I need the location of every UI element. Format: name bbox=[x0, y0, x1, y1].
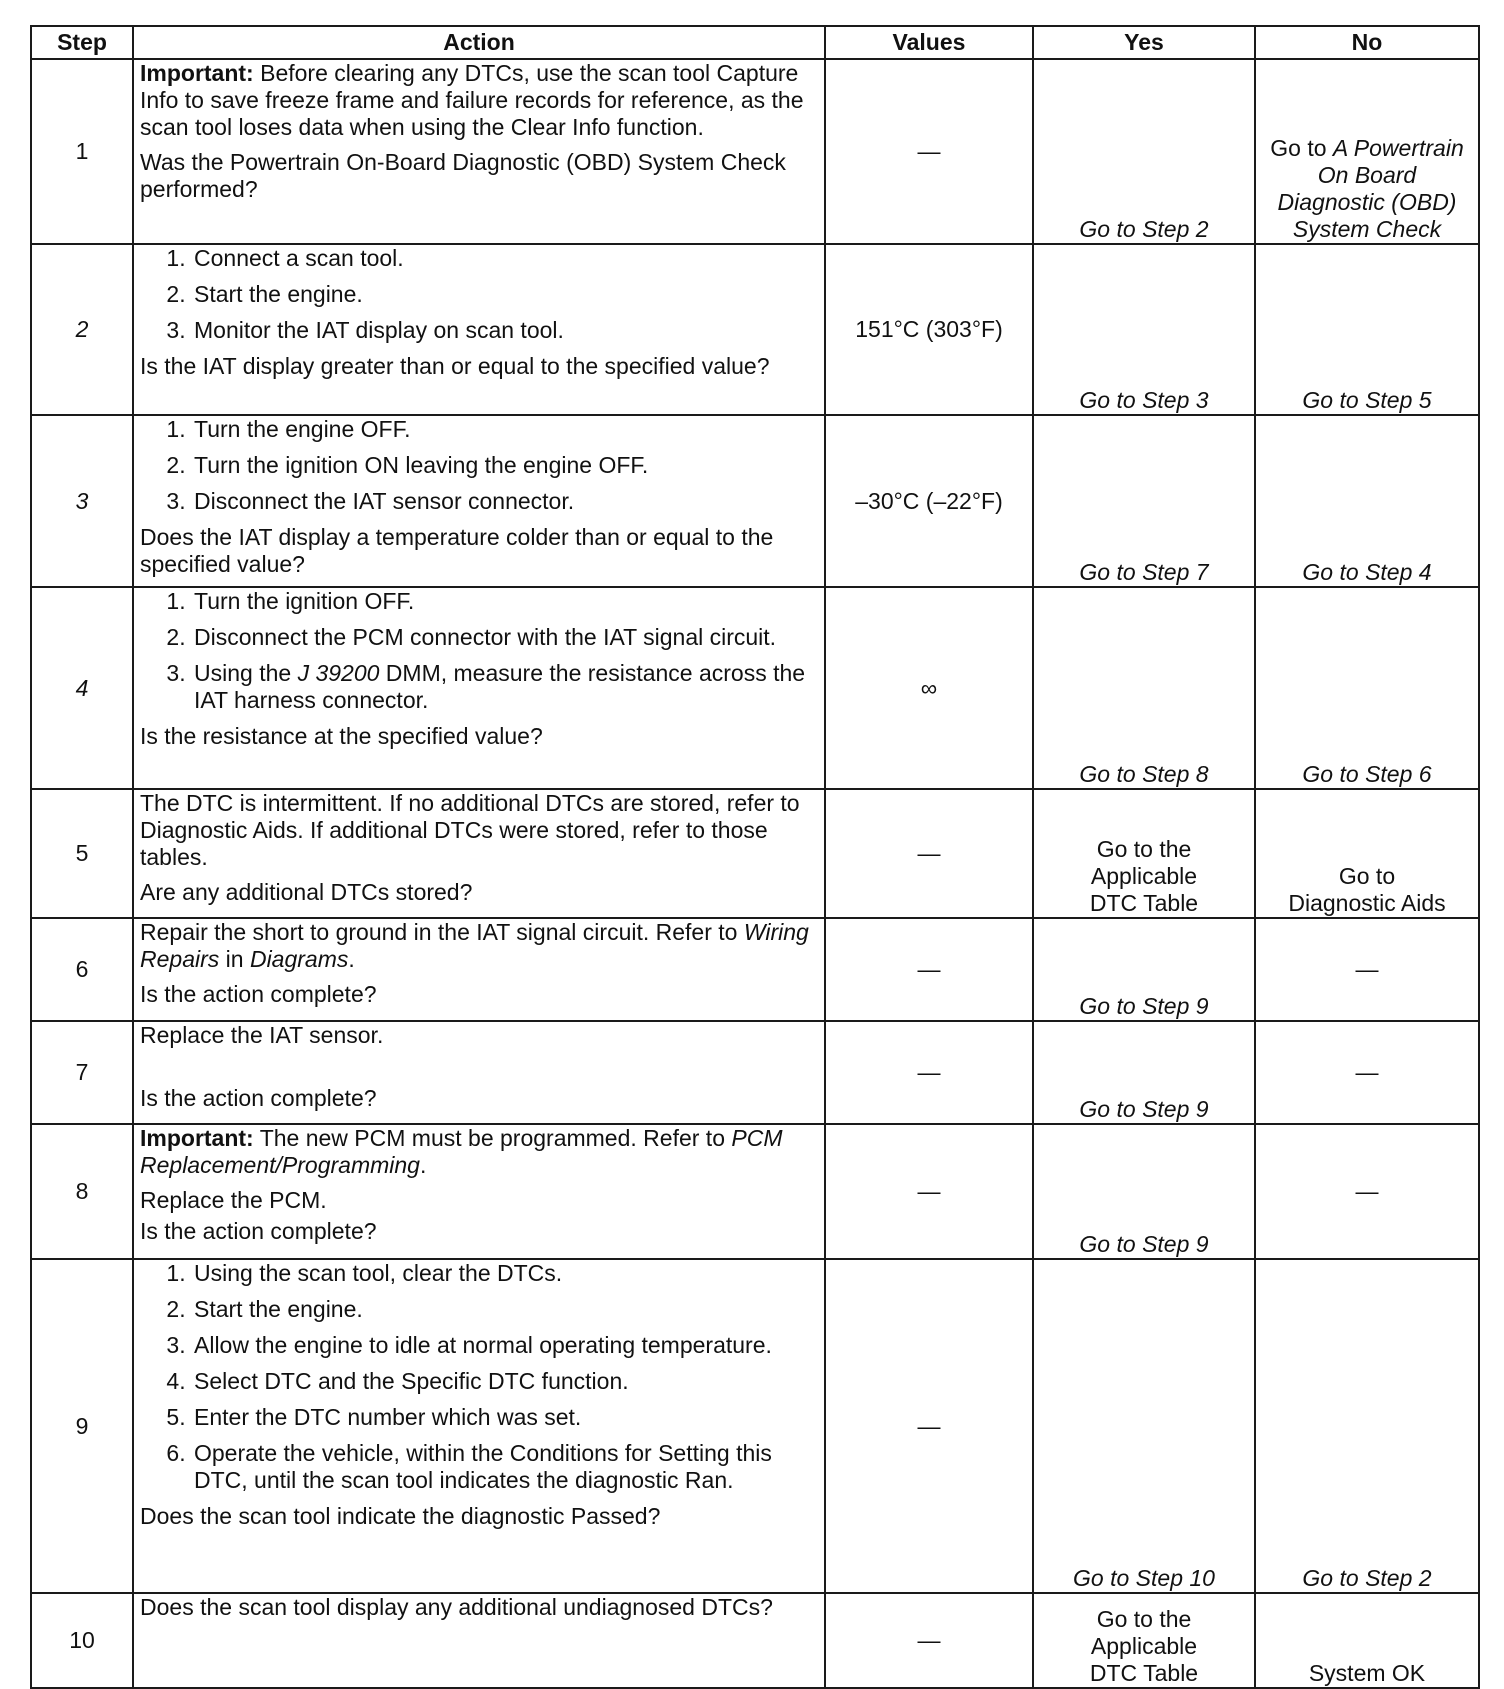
no-line: Diagnostic Aids bbox=[1288, 890, 1446, 916]
value-cell: — bbox=[825, 1124, 1033, 1259]
table-row bbox=[31, 1259, 1479, 1593]
action-step: 1. Connect a scan tool. bbox=[192, 245, 818, 272]
no-cell: System OK bbox=[1255, 1593, 1479, 1688]
value-cell: –30°C (–22°F) bbox=[825, 415, 1033, 587]
value-cell: — bbox=[825, 789, 1033, 918]
header-row bbox=[31, 26, 1479, 59]
action-step: 1. Turn the engine OFF. bbox=[192, 416, 818, 443]
action-steps bbox=[140, 245, 818, 344]
action-step: 3. Monitor the IAT display on scan tool. bbox=[192, 317, 818, 344]
diagrams-link[interactable]: Diagrams bbox=[249, 946, 349, 972]
action-text: Repair the short to ground in the IAT signal circuit. Refer to bbox=[140, 919, 744, 945]
no-cell: Go to Step 5 bbox=[1255, 244, 1479, 415]
value-cell: — bbox=[825, 1021, 1033, 1124]
table-row bbox=[31, 59, 1479, 244]
yes-line: Applicable bbox=[1090, 1633, 1198, 1659]
yes-cell: Go to Step 9 bbox=[1033, 1124, 1255, 1259]
no-cell: Go to Step 2 bbox=[1255, 1259, 1479, 1593]
action-cell bbox=[133, 918, 825, 1021]
action-cell bbox=[133, 1124, 825, 1259]
table-row bbox=[31, 244, 1479, 415]
action-cell bbox=[133, 1259, 825, 1593]
action-question: Are any additional DTCs stored? bbox=[140, 879, 473, 905]
action-cell bbox=[133, 59, 825, 244]
action-steps bbox=[140, 1260, 818, 1494]
action-step: 4. Select DTC and the Specific DTC function. bbox=[192, 1368, 818, 1395]
value-cell: — bbox=[825, 918, 1033, 1021]
action-question: Is the action complete? bbox=[140, 981, 377, 1007]
yes-cell: Go to Step 2 bbox=[1033, 59, 1255, 244]
action-question: Does the scan tool indicate the diagnostic Passed? bbox=[140, 1503, 661, 1529]
wiring-repairs-link[interactable]: Wiring Repairs bbox=[140, 919, 809, 972]
action-step: 2. Turn the ignition ON leaving the engine OFF. bbox=[192, 452, 818, 479]
action-text: The new PCM must be programmed. Refer to bbox=[253, 1125, 732, 1151]
step-number: 6 bbox=[31, 918, 133, 1021]
header-step: Step bbox=[31, 26, 133, 59]
important-label: Important: bbox=[140, 1125, 254, 1151]
header-yes: Yes bbox=[1033, 26, 1255, 59]
action-step: 1. Using the scan tool, clear the DTCs. bbox=[192, 1260, 818, 1287]
action-question: Is the action complete? bbox=[140, 1218, 377, 1244]
step-number: 2 bbox=[31, 244, 133, 415]
step-number: 7 bbox=[31, 1021, 133, 1124]
action-step: 2. Start the engine. bbox=[192, 1296, 818, 1323]
action-steps bbox=[140, 588, 818, 714]
no-cell: Go to Step 4 bbox=[1255, 415, 1479, 587]
action-cell bbox=[133, 1021, 825, 1124]
action-step: 2. Disconnect the PCM connector with the IAT signal circuit. bbox=[192, 624, 818, 651]
action-step-text: DMM, measure the resistance across the IAT harness connector. bbox=[194, 660, 806, 713]
action-text: The DTC is intermittent. If no additional DTCs are stored, refer to Diagnostic Aids. If additional DTCs were stored, refer to those tables. bbox=[140, 790, 800, 870]
action-cell bbox=[133, 587, 825, 789]
pcm-programming-link[interactable]: PCM Replacement/Programming bbox=[140, 1125, 783, 1178]
header-action: Action bbox=[133, 26, 825, 59]
value-cell: — bbox=[825, 59, 1033, 244]
no-cell: — bbox=[1255, 1124, 1479, 1259]
action-step: 3. Allow the engine to idle at normal operating temperature. bbox=[192, 1332, 818, 1359]
no-cell: — bbox=[1255, 1021, 1479, 1124]
yes-line: Go to the bbox=[1096, 1606, 1192, 1632]
action-step: 2. Start the engine. bbox=[192, 281, 818, 308]
action-question: Does the IAT display a temperature colder than or equal to the specified value? bbox=[140, 524, 774, 577]
action-text: Replace the PCM. bbox=[140, 1187, 327, 1213]
value-cell: 151°C (303°F) bbox=[825, 244, 1033, 415]
action-step: 3. Disconnect the IAT sensor connector. bbox=[192, 488, 818, 515]
yes-cell bbox=[1033, 1593, 1255, 1688]
tool-number: J 39200 bbox=[297, 660, 380, 686]
action-cell bbox=[133, 415, 825, 587]
action-step: 6. Operate the vehicle, within the Conditions for Setting this DTC, until the scan tool indicates the diagnostic Ran. bbox=[192, 1440, 818, 1494]
action-text: . bbox=[419, 1152, 427, 1178]
action-text: Replace the IAT sensor. bbox=[140, 1022, 384, 1048]
value-cell: — bbox=[825, 1593, 1033, 1688]
action-cell bbox=[133, 1593, 825, 1688]
action-steps bbox=[140, 416, 818, 515]
no-prefix: Go to bbox=[1270, 135, 1333, 161]
yes-line: DTC Table bbox=[1089, 1660, 1199, 1686]
yes-cell: Go to Step 9 bbox=[1033, 918, 1255, 1021]
yes-line: Applicable bbox=[1090, 863, 1198, 889]
step-number: 4 bbox=[31, 587, 133, 789]
action-cell bbox=[133, 789, 825, 918]
value-cell: ∞ bbox=[825, 587, 1033, 789]
yes-cell: Go to Step 9 bbox=[1033, 1021, 1255, 1124]
yes-cell: Go to Step 10 bbox=[1033, 1259, 1255, 1593]
action-question: Does the scan tool display any additional undiagnosed DTCs? bbox=[140, 1594, 773, 1620]
step-number: 9 bbox=[31, 1259, 133, 1593]
table-row bbox=[31, 587, 1479, 789]
no-cell: Go to Step 6 bbox=[1255, 587, 1479, 789]
table-row bbox=[31, 918, 1479, 1021]
table-row bbox=[31, 1021, 1479, 1124]
step-number: 8 bbox=[31, 1124, 133, 1259]
step-number: 5 bbox=[31, 789, 133, 918]
table-row bbox=[31, 415, 1479, 587]
value-cell: — bbox=[825, 1259, 1033, 1593]
action-step-text: Using the bbox=[194, 660, 298, 686]
action-step: 1. Turn the ignition OFF. bbox=[192, 588, 818, 615]
header-no: No bbox=[1255, 26, 1479, 59]
yes-cell: Go to Step 8 bbox=[1033, 587, 1255, 789]
action-cell bbox=[133, 244, 825, 415]
action-text: . bbox=[348, 946, 355, 972]
diagnostic-table bbox=[30, 25, 1480, 1689]
step-number: 1 bbox=[31, 59, 133, 244]
important-label: Important: bbox=[140, 60, 254, 86]
no-cell bbox=[1255, 59, 1479, 244]
table-row bbox=[31, 1124, 1479, 1259]
table-row bbox=[31, 789, 1479, 918]
yes-cell: Go to Step 7 bbox=[1033, 415, 1255, 587]
yes-cell: Go to Step 3 bbox=[1033, 244, 1255, 415]
action-text: Before clearing any DTCs, use the scan tool Capture Info to save freeze frame and failure records for reference, as the scan tool loses data when using the Clear Info function. bbox=[140, 60, 804, 140]
action-text: in bbox=[219, 946, 250, 972]
step-number: 3 bbox=[31, 415, 133, 587]
no-line: Go to bbox=[1338, 863, 1396, 889]
action-question: Is the action complete? bbox=[140, 1085, 377, 1111]
action-question: Is the resistance at the specified value? bbox=[140, 723, 543, 749]
yes-line: DTC Table bbox=[1089, 890, 1199, 916]
no-cell: — bbox=[1255, 918, 1479, 1021]
action-step bbox=[192, 660, 818, 714]
yes-cell bbox=[1033, 789, 1255, 918]
action-question: Was the Powertrain On-Board Diagnostic (OBD) System Check performed? bbox=[140, 149, 786, 202]
action-step: 5. Enter the DTC number which was set. bbox=[192, 1404, 818, 1431]
yes-line: Go to the bbox=[1096, 836, 1192, 862]
obd-system-check-link[interactable]: A Powertrain On Board Diagnostic (OBD) System Check bbox=[1277, 135, 1464, 242]
step-number: 10 bbox=[31, 1593, 133, 1688]
no-cell bbox=[1255, 789, 1479, 918]
table-row bbox=[31, 1593, 1479, 1688]
action-question: Is the IAT display greater than or equal to the specified value? bbox=[140, 353, 770, 379]
header-values: Values bbox=[825, 26, 1033, 59]
